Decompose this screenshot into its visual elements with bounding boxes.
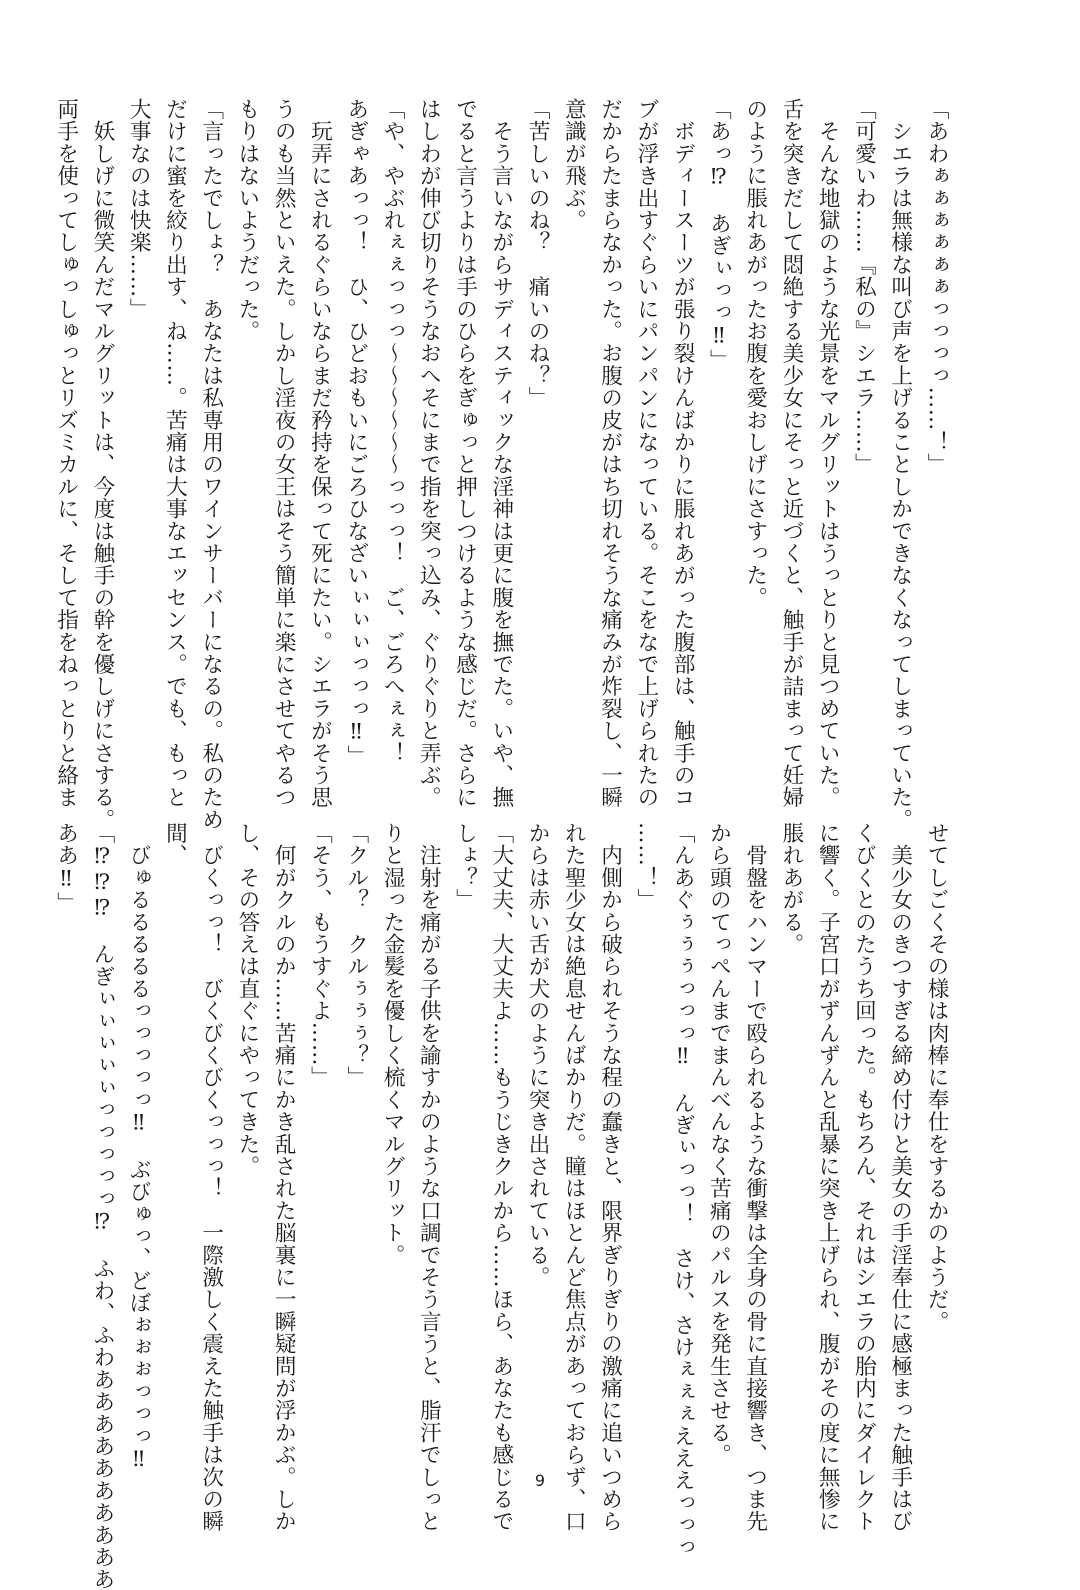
text-line: シエラは無様な叫び声を上げることしかできなくなってしまっていた。 <box>887 98 913 831</box>
text-line: でると言うよりは手のひらをぎゅっと押しつけるような感じだ。さらに <box>452 98 478 809</box>
text-line: れた聖少女は絶息せんばかりだ。瞳はほとんど焦点があっておらず、口 <box>561 822 587 1533</box>
text-line: くびくとのたうち回った。もちろん、それはシエラの胎内にダイレクト <box>851 822 877 1533</box>
text-line: 何がクルのか……苦痛にかき乱された脳裏に一瞬疑問が浮かぶ。しか <box>271 822 297 1533</box>
text-line: 脹れあがる。 <box>778 822 804 956</box>
text-line: 両手を使ってしゅっしゅっとリズミカルに、そして指をねっとりと絡ま <box>53 98 79 809</box>
text-line: びくっっ！ びくびくびくっっっ！ 一際激しく震えた触手は次の瞬 <box>198 822 224 1533</box>
text-line: うのも当然といえた。しかし淫夜の女王はそう簡単に楽にさせてやるつ <box>271 98 297 809</box>
text-line: し、その答えは直ぐにやってきた。 <box>234 822 260 1178</box>
text-line: ああ‼」 <box>53 822 79 915</box>
text-line: ブが浮き出すぐらいにパンパンになっている。そこをなで上げられたの <box>633 98 659 809</box>
text-line: ……！」 <box>633 822 659 911</box>
text-line: しょ？」 <box>452 822 478 911</box>
text-line: 間、 <box>162 822 188 867</box>
text-line: せてしごくその様は肉棒に奉仕をするかのようだ。 <box>924 822 949 1333</box>
text-line: そんな地獄のような光景をマルグリットはうっとりと見つめていた。 <box>815 98 841 809</box>
text-line: 「言ったでしょ？ あなたは私専用のワインサーバーになるの。私のため <box>198 98 224 831</box>
upper-text-block <box>53 98 954 831</box>
text-line: からは赤い舌が犬のように突き出されている。 <box>525 822 551 1289</box>
text-line: 「クル？ クルぅぅぅ？」 <box>343 822 369 1089</box>
text-line: 「あっ⁉ あぎぃっっ‼」 <box>706 98 732 372</box>
text-line: びゅるるるるるっっっっっ‼ ぶびゅっ、どぼぉぉぉっっっ‼ <box>126 822 152 1473</box>
text-line: 骨盤をハンマーで殴られるような衝撃は全身の骨に直接響き、つま先 <box>742 822 768 1533</box>
text-line: 「あわぁぁぁぁぁぁっっっっ……！」 <box>924 98 949 476</box>
text-line: 玩弄にされるぐらいならまだ矜持を保って死にたい。シエラがそう思 <box>307 98 333 809</box>
text-line: 「⁉⁉⁉ んぎぃぃぃぃぃっっっっっ⁉ ふわ、ふわああああああああああ <box>89 822 115 1590</box>
lower-text-block <box>53 822 954 1590</box>
text-line: 「や、やぶれぇぇっっっ〜〜〜〜〜〜っっっ！ ご、ごろへぇぇ！ <box>380 98 406 764</box>
page-number: 9 <box>534 1471 546 1490</box>
text-line: りと湿った金髪を優しく梳くマルグリット。 <box>380 822 406 1266</box>
text-line: 「そう、もうすぐよ……」 <box>307 822 333 1089</box>
text-line: 妖しげに微笑んだマルグリットは、今度は触手の幹を優しげにさする。 <box>89 98 115 831</box>
text-line: 注射を痛がる子供を諭すかのような口調でそう言うと、脂汗でしっと <box>416 822 442 1533</box>
text-line: 舌を突きだして悶絶する美少女にそっと近づくと、触手が詰まって妊婦 <box>778 98 804 809</box>
text-line: 「んあぐぅぅぅっっっ‼ んぎぃっっ！ さけ、さけぇぇぇえええっっっ <box>670 822 696 1558</box>
text-line: だからたまらなかった。お腹の皮がはち切れそうな痛みが炸裂し、一瞬 <box>597 98 623 809</box>
text-line: あぎゃあっっ！ ひ、ひどおもいにごろひなざいぃぃぃっっっ‼」 <box>343 98 369 768</box>
text-line: 意識が飛ぶ。 <box>561 98 587 232</box>
text-line: はしわが伸び切りそうなおへそにまで指を突っ込み、ぐりぐりと弄ぶ。 <box>416 98 442 809</box>
text-line: のように脹れあがったお腹を愛おしげにさすった。 <box>742 98 768 609</box>
text-line: そう言いながらサディスティックな淫神は更に腹を撫でた。いや、撫 <box>488 98 514 809</box>
text-line: 大事なのは快楽……」 <box>126 98 152 320</box>
text-line: ボディースーツが張り裂けんばかりに脹れあがった腹部は、触手のコ <box>670 98 696 809</box>
text-line: 「可愛いわ……『私の』シエラ……」 <box>851 98 877 476</box>
text-line: もりはないようだった。 <box>234 98 260 343</box>
text-line: だけに蜜を絞り出す、ね……。苦痛は大事なエッセンス。でも、もっと <box>162 98 188 809</box>
text-line: 「大丈夫、大丈夫よ……もうじきクルから……ほら、あなたも感じるで <box>488 822 514 1533</box>
text-line: から頭のてっぺんまでまんべんなく苦痛のパルスを発生させる。 <box>706 822 732 1466</box>
text-line: 内側から破られそうな程の蠢きと、限界ぎりぎりの激痛に追いつめら <box>597 822 623 1533</box>
text-line: に響く。子宮口がずんずんと乱暴に突き上げられ、腹がその度に無惨に <box>815 822 841 1533</box>
text-line: 美少女のきつすぎる締め付けと美女の手淫奉仕に感極まった触手はび <box>887 822 913 1533</box>
text-line: 「苦しいのね？ 痛いのね？」 <box>525 98 551 409</box>
